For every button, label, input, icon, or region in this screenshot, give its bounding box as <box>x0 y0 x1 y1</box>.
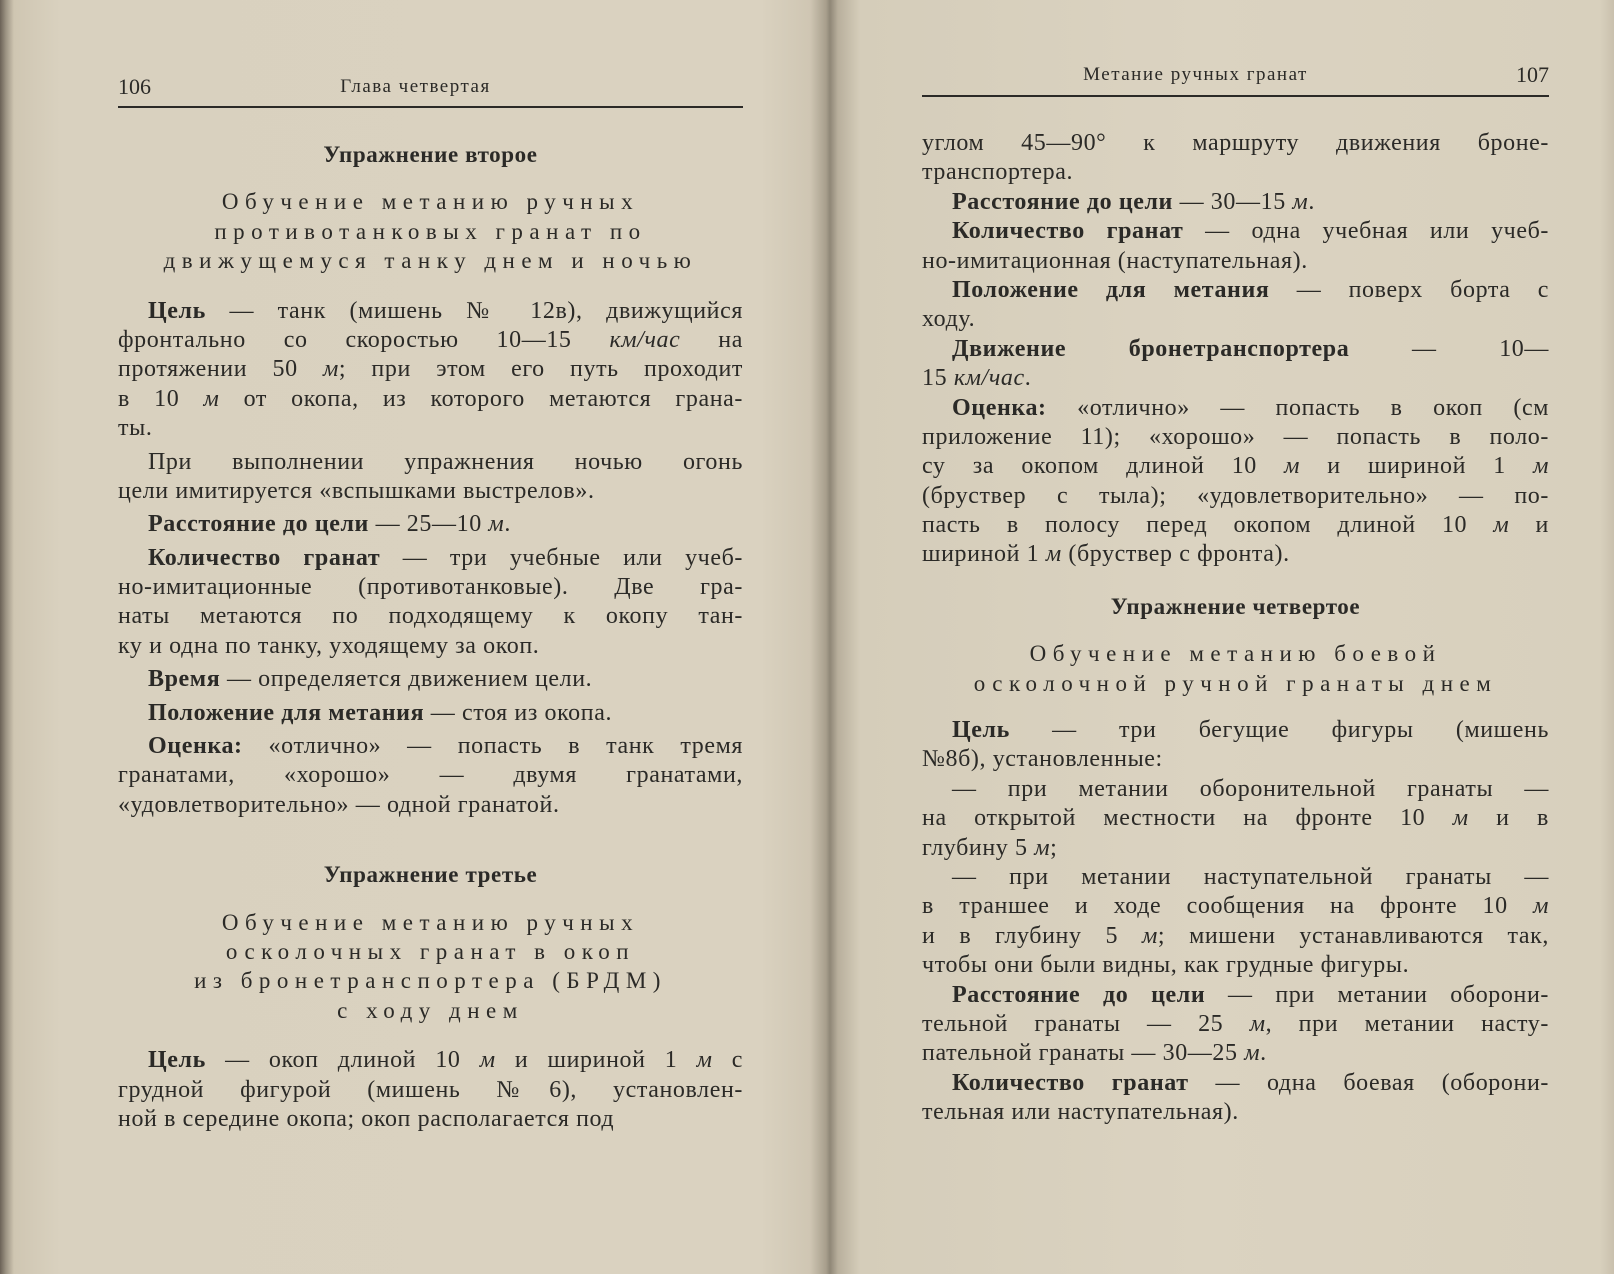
text-line <box>922 892 1549 921</box>
unit: м <box>479 1047 496 1074</box>
bold-term: Расстояние до цели <box>952 981 1206 1008</box>
text: ; <box>1050 834 1058 861</box>
text: тельной гранаты — 25 <box>922 1010 1250 1037</box>
text: протяжении 50 <box>118 356 323 383</box>
text: и в <box>1468 805 1549 832</box>
paragraph <box>922 188 1549 217</box>
text-line <box>118 246 743 275</box>
text: из бронетранспортера (БРДМ) <box>194 968 667 994</box>
unit: м <box>1244 1040 1261 1067</box>
header-rule <box>118 106 743 108</box>
text: При выполнении упражнения ночью огонь <box>148 448 743 475</box>
text-line <box>922 951 1549 980</box>
text: ; мишени устанавливаются так, <box>1157 922 1549 949</box>
text-line <box>922 834 1549 863</box>
text-line <box>922 1010 1549 1039</box>
text-line <box>118 996 743 1025</box>
page-body <box>922 129 1549 1128</box>
bold-term: Цель <box>148 1047 206 1074</box>
text-line <box>922 592 1549 621</box>
text: но-имитационные (противотанковые). Две гра- <box>118 574 743 601</box>
text-line <box>922 452 1549 481</box>
unit: м <box>1249 1010 1266 1037</box>
unit: м <box>1045 541 1062 568</box>
unit: км/час <box>609 326 681 353</box>
bold-term: Время <box>148 666 221 693</box>
unit: км/час <box>953 365 1025 392</box>
bold-term: Количество гранат <box>952 1069 1189 1096</box>
text-line <box>922 639 1549 668</box>
bold-term: Количество гранат <box>952 218 1184 245</box>
text-line <box>922 158 1549 187</box>
text: шириной 1 <box>922 541 1046 568</box>
text-line <box>118 1076 743 1105</box>
text-line <box>118 448 743 477</box>
bold-term: Положение для метания <box>148 699 425 726</box>
text-line <box>922 863 1549 892</box>
text: и <box>1509 512 1549 539</box>
text: — окоп длиной 10 <box>205 1047 480 1074</box>
bold-term: Оценка: <box>952 394 1047 421</box>
page-number: 107 <box>1516 62 1549 87</box>
text-line <box>118 1105 743 1134</box>
text: но-имитационная (наступательная). <box>922 247 1308 274</box>
text-line <box>118 966 743 995</box>
text-line <box>118 140 743 169</box>
text: Упражнение третье <box>323 862 538 888</box>
text: углом 45—90° к маршруту движения броне- <box>922 130 1549 156</box>
text-line <box>922 217 1549 246</box>
text: фронтально со скоростью 10—15 <box>118 326 610 353</box>
text: — при метании наступательной гранаты — <box>952 863 1549 890</box>
text: «отлично» — попасть в окоп (см <box>1046 394 1549 421</box>
text: . <box>1308 188 1315 215</box>
unit: м <box>1141 922 1158 949</box>
text: и в глубину 5 <box>922 922 1142 949</box>
text-line <box>118 602 743 631</box>
text-line <box>922 335 1549 364</box>
exercise-title <box>118 187 743 275</box>
text: глубину 5 <box>922 834 1035 861</box>
text-line <box>118 297 743 326</box>
text: осколочной ручной гранаты днем <box>973 670 1498 696</box>
page-number: 106 <box>118 74 151 99</box>
text: 15 <box>922 365 954 392</box>
text: в 10 <box>118 385 204 412</box>
text: наты метаются по подходящему к окопу тан- <box>118 603 743 630</box>
text: движущемуся танку днем и ночью <box>163 248 698 274</box>
text-line <box>118 1046 743 1075</box>
text-line <box>922 482 1549 511</box>
unit: м <box>1292 188 1309 215</box>
bold-term: Расстояние до цели <box>952 188 1173 215</box>
text: ; при этом его путь проходит <box>338 356 743 383</box>
text: пасть в полосу перед окопом длиной 10 <box>922 512 1494 539</box>
text: — 30—15 <box>1173 188 1293 215</box>
text-line <box>118 632 743 661</box>
paragraph <box>118 510 743 539</box>
text-line <box>922 394 1549 423</box>
text: — определяется движением цели. <box>220 666 593 693</box>
running-title: Метание ручных гранат <box>1083 64 1308 85</box>
text: , при метании насту- <box>1265 1010 1549 1037</box>
exercise-heading <box>118 140 743 169</box>
text: чтобы они были видны, как грудные фигуры. <box>922 952 1410 979</box>
unit: м <box>203 385 220 412</box>
text-line <box>118 217 743 246</box>
paragraph <box>922 335 1549 394</box>
text: «отлично» — попасть в танк тремя <box>242 733 743 760</box>
paragraph <box>922 394 1549 570</box>
text: с <box>712 1047 743 1074</box>
text: — три учебные или учеб- <box>380 544 743 571</box>
text: су за окопом длиной 10 <box>922 453 1285 480</box>
unit: м <box>1284 453 1301 480</box>
text: . <box>1260 1040 1267 1067</box>
unit: м <box>1533 893 1549 920</box>
text: приложение 11); «хорошо» — попасть в поло- <box>922 423 1549 450</box>
text: Обучение метанию ручных <box>221 189 640 215</box>
text-line <box>922 669 1549 698</box>
text: — 25—10 <box>369 511 489 538</box>
text: транспортера. <box>922 159 1074 186</box>
text-line <box>118 665 743 694</box>
text: на <box>680 326 743 353</box>
text-line <box>922 716 1549 745</box>
text-line <box>922 1069 1549 1098</box>
unit: м <box>1034 834 1051 861</box>
text: Обучение метанию ручных <box>221 909 640 935</box>
text-line <box>922 305 1549 334</box>
text-line <box>922 1098 1549 1127</box>
text: в траншее и ходе сообщения на фронте 10 <box>922 893 1534 920</box>
text-line <box>922 1039 1549 1068</box>
paragraph <box>118 297 743 444</box>
unit: м <box>322 356 339 383</box>
text: — одна учебная или учеб- <box>1183 218 1549 245</box>
text: №8б), установленные: <box>922 746 1163 773</box>
text-line <box>922 981 1549 1010</box>
text: гранатами, «хорошо» — двумя гранатами, <box>118 762 743 789</box>
text: . <box>1024 365 1032 392</box>
text: пательной гранаты — 30—25 <box>922 1040 1245 1067</box>
bold-term: Положение для метания <box>952 276 1270 303</box>
exercise-heading <box>118 860 743 889</box>
text-line <box>922 775 1549 804</box>
text-line <box>922 511 1549 540</box>
text-line <box>118 860 743 889</box>
text-line <box>922 129 1549 158</box>
text: осколочных гранат в окоп <box>225 938 636 964</box>
bold-term: Расстояние до цели <box>148 511 369 538</box>
paragraph <box>118 448 743 507</box>
text: Упражнение второе <box>323 142 538 167</box>
unit: м <box>1452 805 1469 832</box>
text: противотанковых гранат по <box>214 218 647 244</box>
text: Упражнение четвертое <box>1110 593 1361 619</box>
text: — одна боевая (оборони- <box>1188 1069 1549 1096</box>
paragraph <box>922 129 1549 188</box>
text: тельная или наступательная). <box>922 1099 1239 1126</box>
paragraph <box>922 716 1549 775</box>
unit: м <box>1533 453 1549 480</box>
paragraph <box>922 1069 1549 1128</box>
text-line <box>118 326 743 355</box>
paragraph <box>118 732 743 820</box>
text-line <box>922 364 1549 393</box>
text: грудной фигурой (мишень №6), установлен- <box>118 1076 743 1103</box>
bold-term: Количество гранат <box>148 544 381 571</box>
running-title: Глава четвертая <box>340 76 491 97</box>
text: на открытой местности на фронте 10 <box>922 805 1453 832</box>
text: — три бегущие фигуры (мишень <box>1009 717 1549 744</box>
exercise-heading <box>922 592 1549 621</box>
text-line <box>922 922 1549 951</box>
text: — стоя из окопа. <box>424 699 613 726</box>
text: — 10— <box>1349 335 1549 362</box>
text-line <box>922 188 1549 217</box>
text-line <box>118 791 743 820</box>
text-line <box>118 510 743 539</box>
paragraph <box>118 665 743 694</box>
text-line <box>922 423 1549 452</box>
bold-term: Цель <box>952 717 1010 744</box>
text: и шириной 1 <box>495 1047 697 1074</box>
text: и шириной 1 <box>1300 453 1534 480</box>
text-line <box>118 732 743 761</box>
text: цели имитируется «вспышками выстрелов». <box>118 477 595 504</box>
text-line <box>118 477 743 506</box>
text-line <box>118 937 743 966</box>
text: — при метании оборони- <box>1205 981 1549 1008</box>
bold-term: Оценка: <box>148 733 243 760</box>
paragraph <box>922 217 1549 276</box>
text-line <box>118 544 743 573</box>
text-line <box>118 908 743 937</box>
text: ной в середине окопа; окоп располагается под <box>118 1105 615 1132</box>
paragraph <box>922 276 1549 335</box>
text-line <box>922 745 1549 774</box>
text-line <box>118 414 743 443</box>
text: — при метании оборонительной гранаты — <box>952 775 1549 802</box>
header-rule <box>922 95 1549 97</box>
text-line <box>922 540 1549 569</box>
paragraph <box>118 699 743 728</box>
unit: м <box>696 1047 713 1074</box>
text-line <box>118 187 743 216</box>
paragraph <box>118 1046 743 1134</box>
text: (бруствер с фронта). <box>1061 541 1290 568</box>
text: (бруствер с тыла); «удовлетворительно» — по- <box>922 482 1549 509</box>
text: с ходу днем <box>337 997 524 1023</box>
text: «удовлетворительно» — одной гранатой. <box>118 791 560 818</box>
paragraph <box>922 775 1549 863</box>
text: от окопа, из которого метаются грана- <box>219 385 743 412</box>
paragraph <box>922 863 1549 981</box>
page-body <box>118 140 743 1134</box>
text: — поверх борта с <box>1269 276 1549 303</box>
text: — танк (мишень № 12в), движущийся <box>205 297 743 324</box>
text-line <box>922 804 1549 833</box>
text-line <box>118 385 743 414</box>
text-line <box>118 761 743 790</box>
text-line <box>118 355 743 384</box>
exercise-title <box>118 908 743 1026</box>
text: . <box>504 511 511 538</box>
paragraph <box>922 981 1549 1069</box>
text-line <box>922 247 1549 276</box>
text-line <box>922 276 1549 305</box>
text: ходу. <box>922 306 976 333</box>
text-line <box>118 573 743 602</box>
bold-term: Движение бронетранспортера <box>952 335 1350 362</box>
unit: м <box>488 511 505 538</box>
paragraph <box>118 544 743 662</box>
text: ку и одна по танку, уходящему за окоп. <box>118 632 540 659</box>
exercise-title <box>922 639 1549 698</box>
bold-term: Цель <box>148 297 206 324</box>
text-line <box>118 699 743 728</box>
text: Обучение метанию боевой <box>1029 641 1442 667</box>
unit: м <box>1493 512 1510 539</box>
text: ты. <box>118 415 153 442</box>
